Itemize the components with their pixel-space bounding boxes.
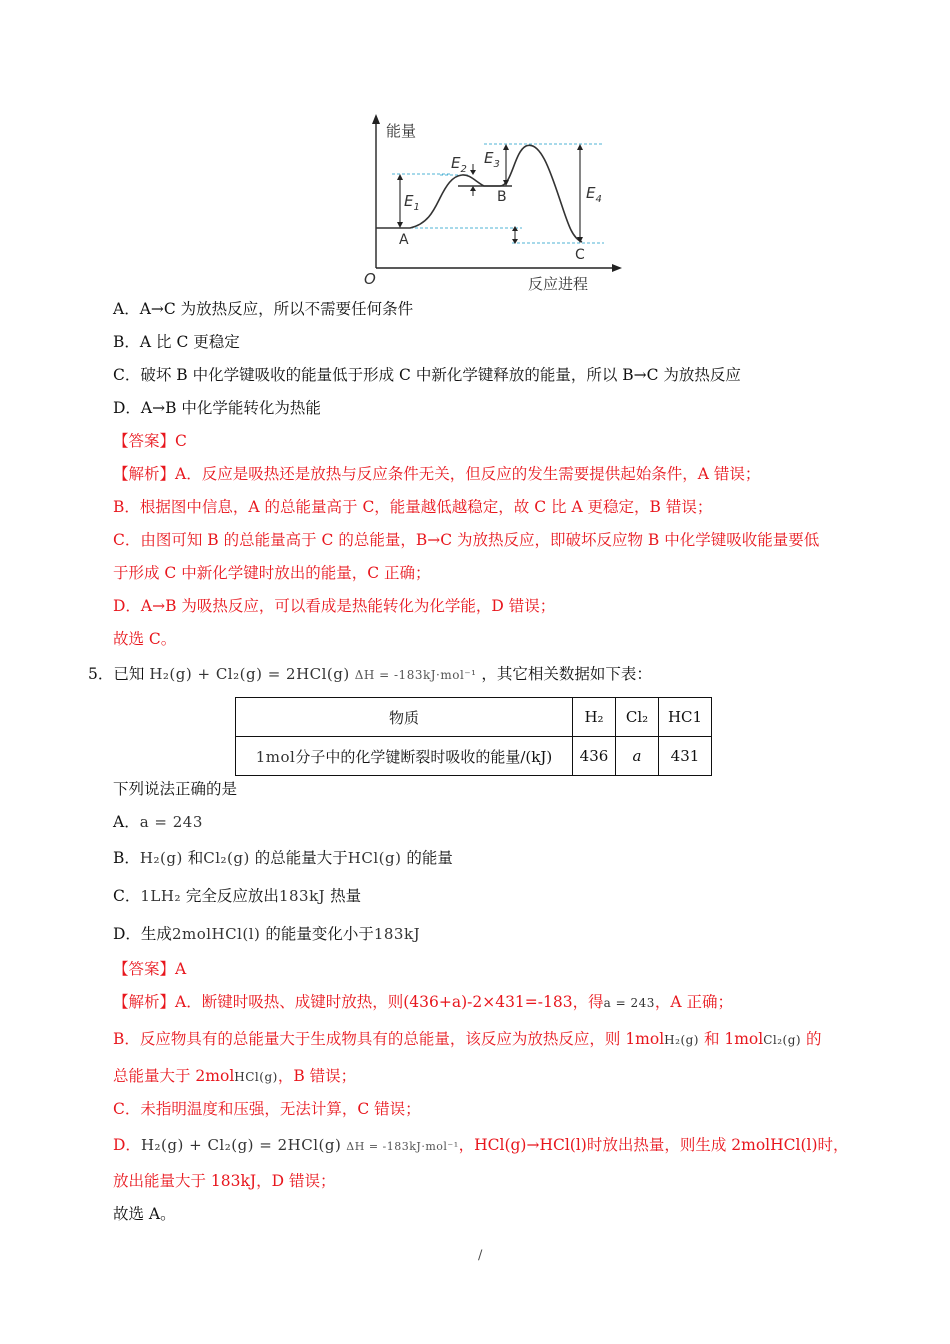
table-cell: 436 [573,737,616,776]
q5-conclusion: 故选 A。 [113,1205,176,1223]
x-axis-arrow [612,264,622,272]
y-axis-label: 能量 [386,122,417,140]
point-b-label: B [497,189,507,205]
q5-answer: 【答案】A [113,960,187,978]
q5-option-a: A．a = 243 [113,813,203,831]
q5-option-b: B．H₂(g) 和Cl₂(g) 的总能量大于HCl(g) 的能量 [113,849,453,867]
e3-label: E [484,149,494,167]
svg-text:E2: $E_2$ [451,154,467,175]
table-cell: a [616,737,659,776]
q4-option-c: C．破坏 B 中化学键吸收的能量低于形成 C 中新化学键释放的能量，所以 B→C 为放热反应 [113,366,741,384]
q5-option-c: C．1LH₂ 完全反应放出183kJ 热量 [113,887,362,905]
e2-label: E [451,154,461,172]
q5-analysis-3: 总能量大于 2molHCl(g)，B 错误； [113,1067,357,1085]
q4-analysis-4: 于形成 C 中新化学键时放出的能量，C 正确； [113,564,431,582]
analysis-tag: 【解析】 [113,465,176,483]
q4-answer: 【答案】C [113,432,187,450]
q4-conclusion: 故选 C。 [113,630,177,648]
q4-option-d: D．A→B 中化学能转化为热能 [113,399,321,417]
energy-diagram [0,0,950,300]
q5-option-d: D．生成2molHCl(l) 的能量变化小于183kJ [113,925,421,943]
table-header-cell: Cl₂ [616,698,659,737]
q5-stem: 5．已知 H₂(g) + Cl₂(g) = 2HCl(g) ΔH = -183kJ·mol⁻¹ ，其它相关数据如下表： [88,665,652,683]
svg-text:E4: $E_4$ [586,184,602,205]
q5-analysis-1: 【解析】A．断键时吸热、成键时放热，则(436+a)-2×431=-183，得a = 243，A 正确； [113,993,733,1011]
table-row-label: 1mol分子中的化学键断裂时吸收的能量/(kJ) [236,737,573,776]
e1-label: E [404,192,414,210]
q5-analysis-6: 放出能量大于 183kJ，D 错误； [113,1172,336,1190]
q4-option-a: A．A→C 为放热反应，所以不需要任何条件 [113,300,414,318]
table-header-cell: 物质 [236,698,573,737]
e4-label: E [586,184,596,202]
q5-analysis-5: D．H₂(g) + Cl₂(g) = 2HCl(g) ΔH = -183kJ·mol⁻¹，HCl(g)→HCl(l)时放出热量，则生成 2molHCl(l)时， [113,1136,849,1154]
q4-analysis-5: D．A→B 为吸热反应，可以看成是热能转化为化学能，D 错误； [113,597,556,615]
svg-text:E3: $E_3$ [484,149,500,170]
page-mark: / [478,1248,483,1263]
q4-option-b: B．A 比 C 更稳定 [113,333,240,351]
svg-text:E1: $E_1$ [404,192,420,213]
q4-analysis-3: C．由图可知 B 的总能量高于 C 的总能量，B→C 为放热反应，即破坏反应物 B 中化学键吸收能量要低 [113,531,820,549]
origin-label: O [364,270,376,288]
point-c-label: C [575,247,585,263]
q5-question: 下列说法正确的是 [113,780,238,798]
table-row [236,698,712,737]
point-a-label: A [399,232,409,248]
q5-number: 5． [88,665,114,683]
q5-equation: H₂(g) + Cl₂(g) = 2HCl(g) [149,665,350,683]
q5-analysis-2: B．反应物具有的总能量大于生成物具有的总能量，该反应为放热反应，则 1molH₂(g) 和 1molCl₂(g) 的 [113,1030,822,1048]
q4-analysis-2: B．根据图中信息，A 的总能量高于 C，能量越低越稳定，故 C 比 A 更稳定，B 错误； [113,498,713,516]
bond-energy-table [235,697,712,776]
q4-analysis-1: 【解析】A．反应是吸热还是放热与反应条件无关，但反应的发生需要提供起始条件，A 错误； [113,465,761,483]
table-cell: 431 [659,737,712,776]
table-header-cell: HC1 [659,698,712,737]
table-row [236,737,712,776]
x-axis-label: 反应进程 [528,275,589,293]
q5-analysis-4: C．未指明温度和压强，无法计算，C 错误； [113,1100,421,1118]
table-header-cell: H₂ [573,698,616,737]
y-axis-arrow [372,114,380,124]
q5-delta-h: ΔH = -183kJ·mol⁻¹ [354,668,477,682]
